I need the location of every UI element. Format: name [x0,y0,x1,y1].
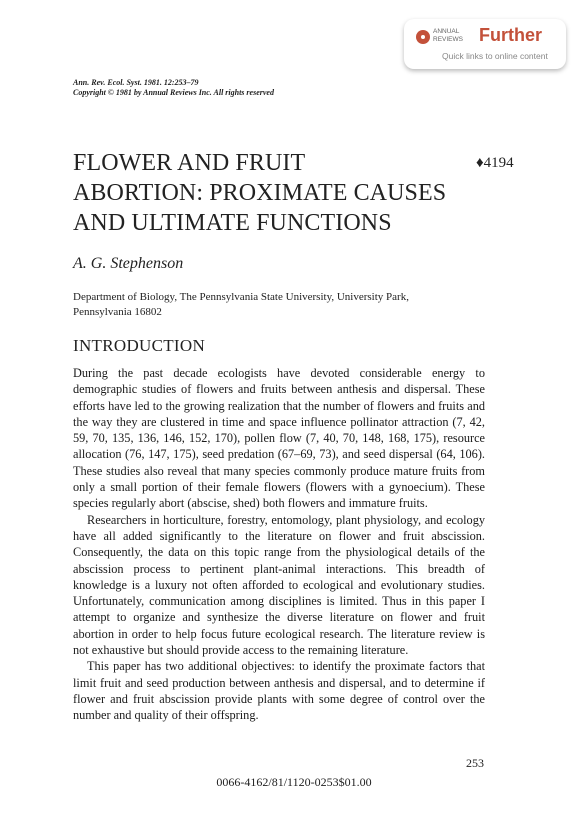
annual-reviews-logo-icon [416,30,430,44]
section-body [73,365,485,724]
publisher-name [433,28,473,43]
title-line-1: FLOWER AND FRUIT [73,150,306,176]
paragraph-3: This paper has two additional objectives: to identify the proximate factors that limit fruit and seed production between anthesis and dispersal, and to determine if flower and fruit abscission provide plants with some degree of control over the number and quality of their offspring. [73,659,485,723]
copyright-line: Copyright © 1981 by Annual Reviews Inc. All rights reserved [73,88,274,97]
article-title [73,148,453,238]
author-name: A. G. Stephenson [73,255,184,272]
footer-code: 0066-4162/81/1120-0253$01.00 [216,775,372,789]
page-number: 253 [466,756,484,770]
citation-line-1: Ann. Rev. Ecol. Syst. 1981. 12:253–79 [73,78,199,87]
further-links-badge[interactable] [404,19,566,69]
publisher-line-2: REVIEWS [433,35,463,43]
author-affiliation [73,290,503,320]
title-line-3: AND ULTIMATE FUNCTIONS [73,210,392,236]
affiliation-line-1: Department of Biology, The Pennsylvania State University, University Park, [73,291,409,303]
publisher-line-1: ANNUAL [433,28,460,35]
paragraph-1: During the past decade ecologists have devoted considerable energy to demographic studies of flowers and fruits between anthesis and dispersal. These efforts have led to the growing realization that the number of flowers and fruits and the way they are clustered in time and space influence pollinator attraction (7, 42, 59, 70, 135, 136, 146, 152, 170), pollen flow (7, 40, 70, 148, 168, 175), resource allocation (76, 147, 175), seed predation (67–69, 73), and seed dispersal (64, 106). These studies also reveal that many species commonly produce mature fruits from only a small portion of their female flowers (flowers with a gynoecium). These species regularly abort (abscise, shed) both flowers and immature fruits. [73,366,485,511]
quick-links-text: Quick links to online content [442,51,548,61]
journal-citation [73,78,274,98]
article-code: ♦4194 [476,155,514,171]
title-line-2: ABORTION: PROXIMATE CAUSES [73,180,447,206]
further-label: Further [479,25,542,45]
affiliation-line-2: Pennsylvania 16802 [73,306,162,318]
paragraph-2: Researchers in horticulture, forestry, entomology, plant physiology, and ecology have all added significantly to the literature on flower and fruit abscission. Consequently, the data on this topic range from the physiological details of the abscission process to pertinent plant-animal interactions. This breadth of knowledge is a luxury not often afforded to ecological and evolutionary studies. Unfortunately, communication among disciplines is limited. Thus in this paper I attempt to organize and synthesize the diverse literature on flower and fruit abortion in order to help focus future ecological research. The literature review is not exhaustive but should provide access to the remaining literature. [73,512,485,658]
section-heading: INTRODUCTION [73,336,206,355]
